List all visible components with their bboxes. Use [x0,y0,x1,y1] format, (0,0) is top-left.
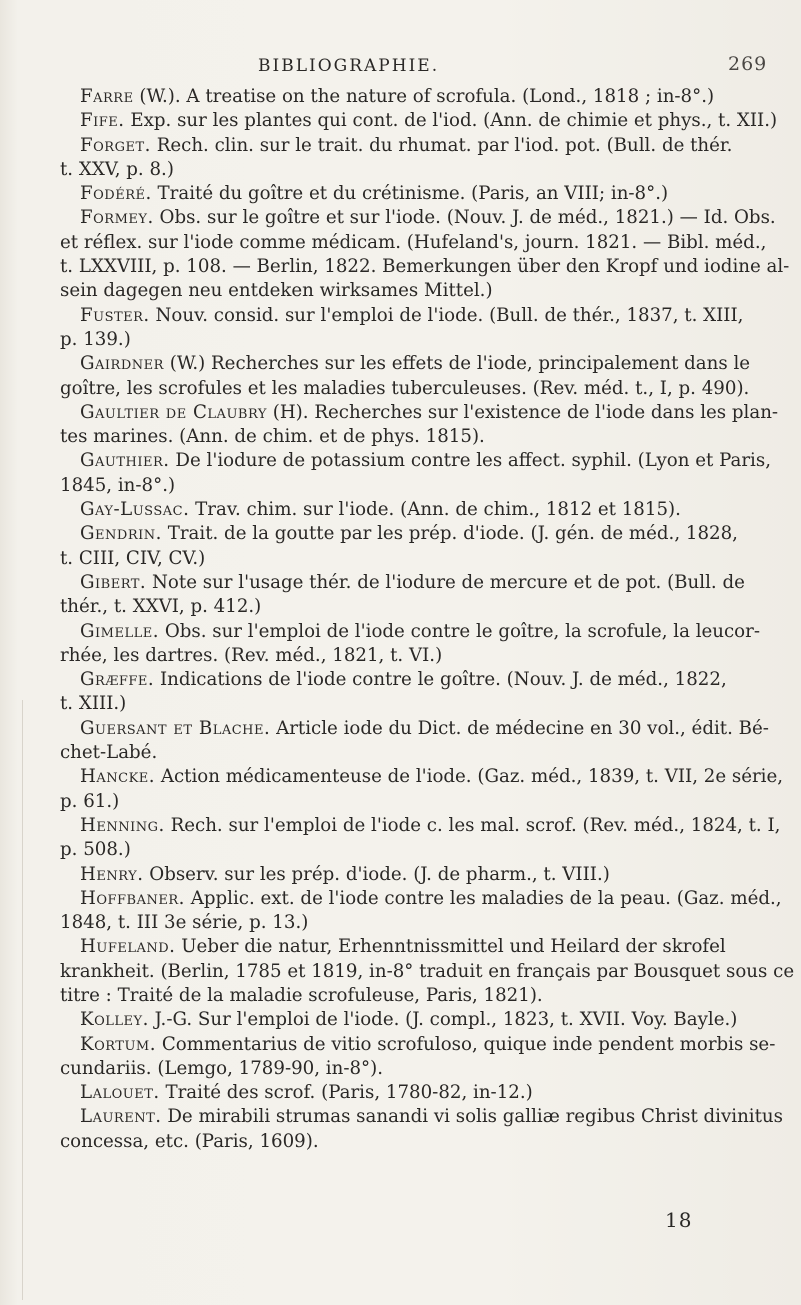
entry-author: Hufeland. [80,936,176,958]
bibliography-entry [60,182,772,206]
entry-first-line [60,1033,776,1057]
bibliography-entry [60,134,772,183]
entry-author: Gimelle. [80,620,160,642]
entry-text: Trav. chim. sur l'iode. (Ann. de chim., 1812 et 1815). [195,499,681,521]
entry-text: Obs. sur le goître et sur l'iode. (Nouv. J. de méd., 1821.) — Id. Obs. [159,207,776,229]
entry-continuation-line: concessa, etc. (Paris, 1609). [60,1130,319,1152]
entry-text: Note sur l'usage thér. de l'iodure de mercure et de pot. (Bull. de [152,571,745,593]
entry-continuation-line: t. CIII, CIV, CV.) [60,547,206,569]
entry-continuation-line: tes marines. (Ann. de chim. et de phys. 1815). [60,426,485,448]
entry-first-line [60,449,772,473]
entry-author: Hoffbaner. [80,887,185,909]
bibliography-entry [60,765,784,814]
entry-text: De l'iodure de potassium contre les affect. syphil. (Lyon et Paris, [175,450,771,472]
bibliography-entry [60,1081,772,1105]
entry-text: Commentarius de vitio scrofuloso, quique inde pendent morbis se- [161,1033,776,1055]
entry-first-line [60,765,784,789]
entry-text: (W.). A treatise on the nature of scrofula. (Lond., 1818 ; in-8°.) [139,86,715,107]
entry-text: J.-G. Sur l'emploi de l'iode. (J. compl., 1823, t. XVII. Voy. Bayle.) [154,1009,738,1031]
entry-continuation-line: p. 508.) [60,839,131,861]
bibliography-entry [60,1008,772,1032]
binding-margin-line [22,700,23,1300]
bibliography-entry [60,206,790,303]
entry-author: Henning. [80,814,165,836]
entry-first-line [60,668,772,692]
entry-text: Indications de l'iode contre le goître. (Nouv. J. de méd., 1822, [159,669,727,691]
entry-first-line [60,863,772,887]
bibliography-entry [60,1105,783,1154]
entry-continuation-line: p. 139.) [60,328,131,350]
entry-first-line [60,935,772,959]
entry-continuation-line: et réflex. sur l'iode comme médicam. (Hufeland's, journ. 1821. — Bibl. méd., [60,231,767,253]
entry-text: De mirabili strumas sanandi vi solis galliæ regibus Christ divinitus [167,1106,783,1128]
entry-text: Observ. sur les prép. d'iode. (J. de pharm., t. VIII.) [149,863,610,885]
entry-text: (H). Recherches sur l'existence de l'iode dans les plan- [272,401,779,423]
entry-author: Kortum. [80,1033,157,1055]
bibliography-entry [60,449,772,498]
entry-first-line [60,717,772,741]
entry-first-line [60,1105,783,1129]
entry-text: Ueber die natur, Erhenntnissmittel und Heilard der skrofel [181,936,726,958]
entry-continuation-line: chet-Labé. [60,742,158,764]
entry-continuation-line: rhée, les dartres. (Rev. méd., 1821, t. VI.) [60,644,443,666]
entry-first-line [60,401,779,425]
entry-text: Article iode du Dict. de médecine en 30 vol., édit. Bé- [276,717,769,739]
bibliography-entry [60,401,779,450]
entry-first-line [60,1008,772,1032]
entry-author: Lalouet. [80,1082,160,1104]
bibliography-entry [60,85,772,109]
entry-continuation-line: goître, les scrofules et les maladies tuberculeuses. (Rev. méd. t., I, p. 490). [60,377,750,399]
entry-author: Gay-Lussac. [80,499,190,521]
bibliography-entry [60,668,772,717]
entry-text: Rech. clin. sur le trait. du rhumat. par l'iod. pot. (Bull. de thér. [156,134,733,156]
entry-continuation-line: krankheit. (Berlin, 1785 et 1819, in-8° traduit en français par Bousquet sous ce [60,960,795,982]
page-number: 269 [728,53,768,75]
entry-continuation-line: 1848, t. III 3e série, p. 13.) [60,912,309,934]
entry-continuation-line: sein dagegen neu entdeken wirksames Mittel.) [60,280,493,302]
entry-text: Traité des scrof. (Paris, 1780-82, in-12.) [165,1082,533,1104]
entry-first-line [60,498,772,522]
entry-author: Gendrin. [80,523,162,545]
entry-text: Nouv. consid. sur l'emploi de l'iode. (Bull. de thér., 1837, t. XIII, [155,304,744,326]
entry-first-line [60,620,772,644]
entry-continuation-line: cundariis. (Lemgo, 1789-90, in-8°). [60,1057,384,1079]
entry-continuation-line: titre : Traité de la maladie scrofuleuse, Paris, 1821). [60,984,543,1006]
entry-author: Kolley. [80,1009,149,1031]
entry-author: Henry. [80,863,144,885]
entry-author: Gaultier de Claubry [80,401,267,423]
bibliography-entries [60,85,795,1154]
entry-author: Fuster. [80,304,150,326]
entry-author: Græffe. [80,669,155,691]
entry-text: Traité du goître et du crétinisme. (Paris, an VIII; in-8°.) [157,183,669,205]
entry-author: Gauthier. [80,450,170,472]
entry-first-line [60,206,776,230]
entry-author: Farre [80,86,134,107]
bibliography-entry [60,717,772,766]
bibliography-entry [60,522,772,571]
entry-author: Guersant et Blache. [80,717,271,739]
bibliography-entry [60,863,772,887]
entry-text: Action médicamenteuse de l'iode. (Gaz. méd., 1839, t. VII, 2e série, [160,766,784,788]
entry-first-line [60,182,772,206]
running-title: BIBLIOGRAPHIE. [258,56,440,76]
entry-first-line [60,814,781,838]
entry-text: Exp. sur les plantes qui cont. de l'iod. (Ann. de chimie et phys., t. XII.) [130,110,778,132]
entry-text: Rech. sur l'emploi de l'iode c. les mal. scrof. (Rev. méd., 1824, t. I, [170,814,781,836]
bibliography-entry [60,571,772,620]
entry-continuation-line: t. XIII.) [60,693,127,715]
entry-continuation-line: thér., t. XXVI, p. 412.) [60,596,262,618]
entry-first-line [60,109,778,133]
entry-author: Formey. [80,207,154,229]
signature-mark: 18 [665,1208,693,1232]
entry-author: Gairdner [80,353,164,375]
bibliography-entry [60,935,795,1008]
entry-first-line [60,571,772,595]
bibliography-entry [60,620,772,669]
entry-author: Laurent. [80,1106,162,1128]
entry-author: Fodéré. [80,183,152,205]
entry-continuation-line: p. 61.) [60,790,120,812]
entry-author: Hancke. [80,766,156,788]
bibliography-entry [60,1033,776,1082]
entry-text: (W.) Recherches sur les effets de l'iode, principalement dans le [169,353,751,375]
entry-first-line [60,522,772,546]
bibliography-entry [60,814,781,863]
bibliography-entry [60,887,782,936]
entry-first-line [60,85,772,109]
entry-text: Trait. de la goutte par les prép. d'iode. (J. gén. de méd., 1828, [167,523,738,545]
entry-continuation-line: 1845, in-8°.) [60,474,176,496]
entry-author: Gibert. [80,571,147,593]
entry-first-line [60,887,782,911]
entry-text: Obs. sur l'emploi de l'iode contre le goître, la scrofule, la leucor- [164,620,760,642]
entry-author: Forget. [80,134,151,156]
entry-author: Fife. [80,110,125,132]
entry-first-line [60,1081,772,1105]
entry-continuation-line: t. XXV, p. 8.) [60,158,174,180]
entry-first-line [60,352,772,376]
bibliography-entry [60,498,772,522]
entry-first-line [60,134,772,158]
entry-first-line [60,304,772,328]
bibliography-entry [60,304,772,353]
bibliography-entry [60,109,778,133]
entry-text: Applic. ext. de l'iode contre les maladies de la peau. (Gaz. méd., [190,887,782,909]
entry-continuation-line: t. LXXVIII, p. 108. — Berlin, 1822. Bemerkungen über den Kropf und iodine al- [60,256,790,278]
bibliography-entry [60,352,772,401]
